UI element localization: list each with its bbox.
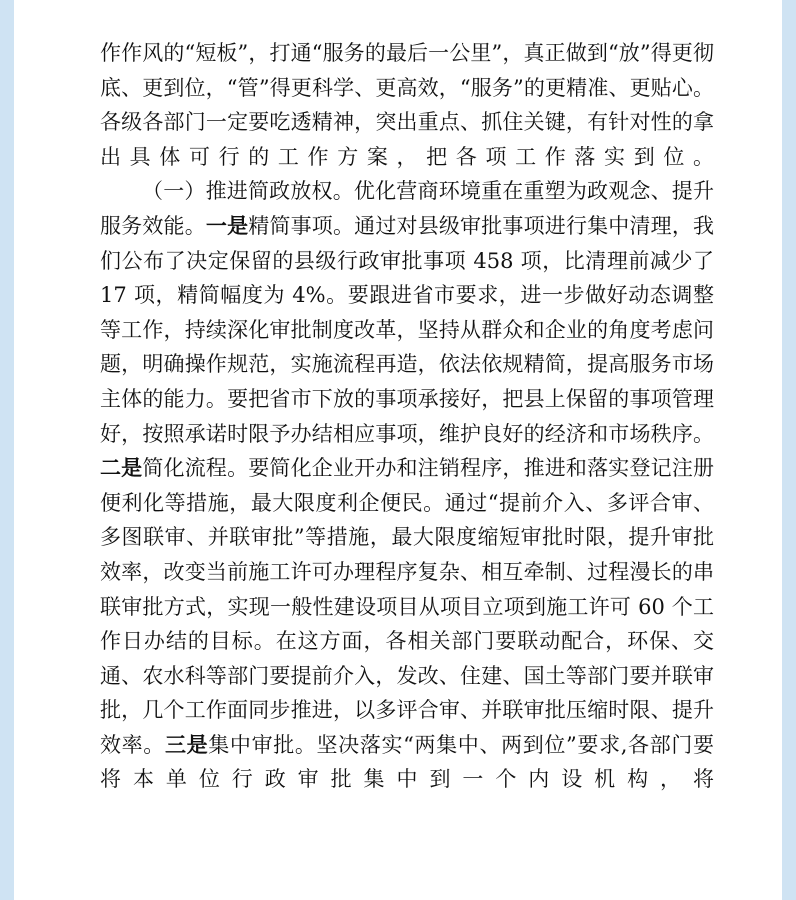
document-body: [100, 36, 714, 797]
document-page: [14, 0, 782, 900]
paragraph-2-text-3: 集中审批。坚决落实“两集中、两到位”要求,各部门要将本单位行政审批集中到一个内设机构，将: [100, 732, 715, 792]
paragraph-2-text-1: 精简事项。通过对县级审批事项进行集中清理，我们公布了决定保留的县级行政审批事项 458 项，比清理前减少了 17 项，精简幅度为 4%。要跟进省市要求，进一步做好动态调整等工作，持续深化审批制度改革，坚持从群众和企业的角度考虑问题，明确操作规范，实施流程再造，依法依规精简，提高服务市场主体的能力。要把省市下放的事项承接好，把县上保留的事项管理好，按照承诺时限予办结相应事项，维护良好的经济和市场秩序。: [100, 213, 715, 446]
lead-term-1: 一是: [205, 212, 249, 238]
paragraph-1: [100, 36, 714, 174]
section-heading-text: （一）推进简政放权。优化营商环境重在重塑为政观念、提升服务效能。: [100, 179, 714, 238]
paragraph-2: [100, 174, 714, 797]
paragraph-1-text: 作作风的“短板”，打通“服务的最后一公里”，真正做到“放”得更彻底、更到位，“管”得更科学、更高效，“服务”的更精准、更贴心。各级各部门一定要吃透精神，突出重点、抓住关键，有针对性的拿出具体可行的工作方案，把各项工作落实到位。: [100, 41, 714, 169]
lead-term-3: 三是: [164, 731, 209, 757]
paragraph-2-text-2: 简化流程。要简化企业开办和注销程序，推进和落实登记注册便利化等措施，最大限度利企便民。通过“提前介入、多评合审、多图联审、并联审批”等措施，最大限度缩短审批时限，提升审批效率，改变当前施工许可办理程序复杂、相互牵制、过程漫长的串联审批方式，实现一般性建设项目从项目立项到施工许可 60 个工作日办结的目标。在这方面，各相关部门要联动配合，环保、交通、农水科等部门要提前介入，发改、住建、国土等部门要并联审批，几个工作面同步推进，以多评合审、并联审批压缩时限、提升效率。: [100, 456, 714, 757]
lead-term-2: 二是: [100, 455, 143, 481]
